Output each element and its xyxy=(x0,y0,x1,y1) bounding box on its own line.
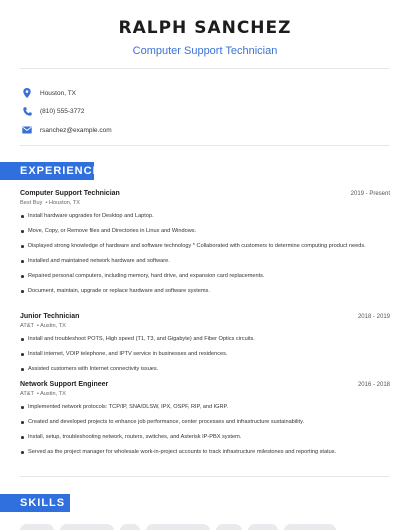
list-item: Assisted customers with Internet connectivity issues. xyxy=(20,365,390,374)
email-icon xyxy=(22,125,32,135)
location-pin-icon xyxy=(22,88,32,98)
job-entry xyxy=(20,381,390,463)
resume-header xyxy=(0,18,410,57)
list-item: Install hardware upgrades for Desktop and Laptop. xyxy=(20,212,390,221)
phone-icon xyxy=(22,107,32,117)
job-title: Network Support Engineer xyxy=(20,381,109,388)
skill-pill xyxy=(146,524,210,530)
list-item: Served as the project manager for wholesale work-in-project accounts to track infrastructure milestones and reporting status. xyxy=(20,448,390,457)
contact-phone xyxy=(22,103,112,121)
skill-pill xyxy=(284,524,336,530)
contact-email xyxy=(22,121,112,139)
job-bullets xyxy=(20,403,390,457)
job-entry xyxy=(20,190,390,302)
job-entry xyxy=(20,313,390,380)
skill-pill xyxy=(120,524,140,530)
skills-list xyxy=(20,524,336,530)
job-dates: 2016 - 2018 xyxy=(357,382,390,388)
contact-email-text: rsanchez@example.com xyxy=(40,126,112,134)
candidate-title: Computer Support Technician xyxy=(132,45,278,57)
list-item: Implemented network protocols: TCP/IP, SNA/DLSW, IPX, OSPF, RIP, and IGRP. xyxy=(20,403,390,412)
list-item: Move, Copy, or Remove files and Directories in Linux and Windows. xyxy=(20,227,390,236)
section-experience-heading: EXPERIENCE xyxy=(0,162,94,180)
skill-pill xyxy=(60,524,114,530)
skill-pill xyxy=(248,524,278,530)
divider xyxy=(20,476,390,477)
list-item: Install, setup, troubleshooting network, routers, switches, and Asterisk IP-PBX system. xyxy=(20,433,390,442)
list-item: Document, maintain, upgrade or replace hardware and software systems. xyxy=(20,287,390,296)
job-title: Junior Technician xyxy=(20,313,80,320)
job-company: AT&T • Austin, TX xyxy=(20,391,66,397)
list-item: Installed and maintained network hardware and software. xyxy=(20,257,390,266)
list-item: Repaired personal computers, including memory, hard drive, and expansion card replacements. xyxy=(20,272,390,281)
list-item: Install and troubleshoot POTS, High speed (T1, T3, and Gigabyte) and Fiber Optics circuits. xyxy=(20,335,390,344)
list-item: Displayed strong knowledge of hardware and software technology * Collaborated with customers to determine computing product needs. xyxy=(20,242,390,251)
contact-location-text: Houston, TX xyxy=(40,89,77,97)
job-company: Best Buy • Houston, TX xyxy=(20,200,81,206)
divider xyxy=(20,145,390,146)
contact-list xyxy=(22,84,112,140)
section-skills-heading: SKILLS xyxy=(0,494,70,512)
contact-location xyxy=(22,84,112,102)
list-item: Install internet, VOIP telephone, and IPTV service in businesses and residences. xyxy=(20,350,390,359)
job-company: AT&T • Austin, TX xyxy=(20,323,66,329)
skill-pill xyxy=(20,524,54,530)
candidate-name: RALPH SANCHEZ xyxy=(118,18,292,38)
job-bullets xyxy=(20,335,390,374)
job-dates: 2019 - Present xyxy=(350,191,390,197)
job-bullets xyxy=(20,212,390,296)
skill-pill xyxy=(216,524,242,530)
job-dates: 2018 - 2019 xyxy=(357,314,390,320)
divider xyxy=(20,68,390,69)
job-title: Computer Support Technician xyxy=(20,190,120,197)
contact-phone-text: (810) 555-3772 xyxy=(40,108,85,115)
list-item: Created and developed projects to enhance job performance, center processes and infrastructure sustainability. xyxy=(20,418,390,427)
